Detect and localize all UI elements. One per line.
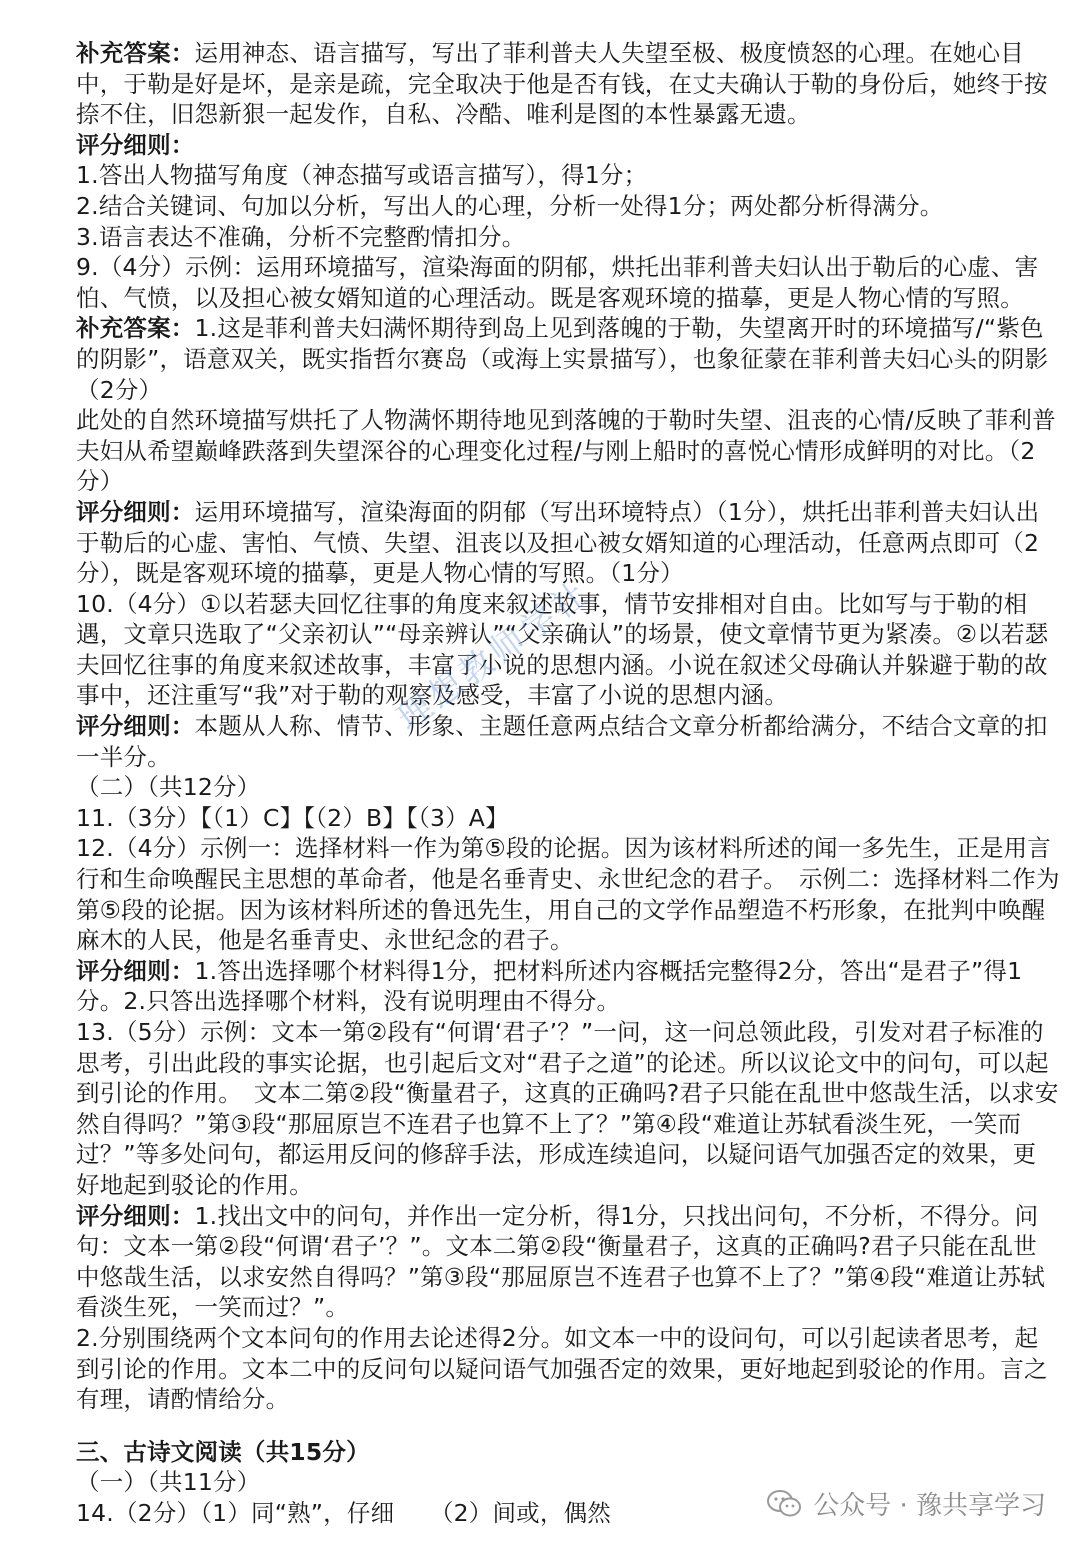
question-9: 9.（4分）示例：运用环境描写，渲染海面的阴郁，烘托出菲利普夫妇认出于勒后的心虚、害怕、气愤，以及担心被女婿知道的心理活动。既是客观环境的描摹，更是人物心情的写照。 [76,253,1039,312]
wechat-icon [767,1490,801,1518]
paragraph-18: 2.分别围绕两个文本问句的作用去论述得2分。如文本一中的设问句，可以引起读者思考，起到引论的作用。文本二中的反问句以疑问语气加强否定的效果，更好地起到驳论的作用。言之有理，请酌情给分。 [76,1323,1048,1414]
question-13: 13.（5分）示例：文本一第②段有“何谓‘君子’？”一问，这一问总领此段，引发对君子标准的思考，引出此段的事实论据，也引起后文对“君子之道”的论述。所以议论文中的问句，可以起到引论的作用。 文本二第②段“衡量君子，这真的正确吗?君子只能在乱世中悠哉生活，以求安然自得吗？”第③段“那屈原岂不连君子也算不上了？”第④段“难道让苏轼看淡生死，一笑而过？”等多处问句，都运用反问的修辞手法，形成连续追问，以疑问语气加强否定的效果，更好地起到驳论的作用。 [76,1018,1059,1199]
paragraph-1: 补充答案：运用神态、语言描写，写出了菲利普夫人失望至极、极度愤怒的心理。在她心目中，于勒是好是坏，是亲是疏，完全取决于他是否有钱，在丈夫确认于勒的身份后，她终于按捺不住，旧怨新狠一起发作，自私、冷酷、唯利是图的本性暴露无遗。 [76,39,1048,129]
question-12: 12.（4分）示例一：选择材料一作为第⑤段的论据。因为该材料所述的闻一多先生，正是用言行和生命唤醒民主思想的革命者，他是名垂青史、永世纪念的君子。 示例二：选择材料二作为第⑤段的论据。因为该材料所述的鲁迅先生，用自己的文学作品塑造不朽形象，在批判中唤醒麻木的人民，他是名垂青史、永世纪念的君子。 [76,834,1060,955]
paragraph-9: 评分细则：运用环境描写，渲染海面的阴郁（写出环境特点）（1分），烘托出菲利普夫妇认出于勒后的心虚、害怕、气愤、失望、沮丧以及担心被女婿知道的心理活动，任意两点即可（2分），既是客观环境的描摹，更是人物心情的写照。（1分） [76,497,1040,588]
question-10: 10.（4分）①以若瑟夫回忆往事的角度来叙述故事，情节安排相对自由。比如写与于勒的相遇，文章只选取了“父亲初认”“母亲辨认”“父亲确认”的场景，使文章情节更为紧凑。②以若瑟夫回忆往事的角度来叙述故事，丰富了小说的思想内涵。小说在叙述父母确认并躲避于勒的故事中，还注重写“我”对于勒的观察及感受，丰富了小说的思想内涵。 [76,589,1049,710]
document-body [76,38,1060,1529]
question-14: 14.（2分）（1）同“熟”，仔细 （2）间或，偶然 [76,1498,611,1527]
footer-brand [767,1485,1046,1522]
paragraph-3: 1.答出人物描写角度（神态描写或语言描写），得1分； [76,161,648,190]
section-two-heading: （二）（共12分） [76,773,261,802]
paragraph-17: 评分细则：1.找出文中的问句，并作出一定分析，得1分，只找出问句，不分析，不得分。问句：文本一第②段“何谓‘君子’？”。文本二第②段“衡量君子，这真的正确吗?君子只能在乱世中悠哉生活，以求安然自得吗？”第③段“那屈原岂不连君子也算不上了？”第④段“难道让苏轼看淡生死，一笑而过？”。 [76,1201,1045,1322]
section-three-heading: 三、古诗文阅读（共15分） [76,1437,370,1466]
paragraph-7: 补充答案：1.这是菲利普夫妇满怀期待到岛上见到落魄的于勒，失望离开时的环境描写/“紫色的阴影”，语意双关，既实指哲尔赛岛（或海上实景描写），也象征蒙在菲利普夫妇心头的阴影（2分） [76,314,1049,404]
footer-text: 公众号 · 豫共享学习 [813,1491,1046,1521]
section-three-sub: （一）（共11分） [76,1468,261,1497]
paragraph-8: 此处的自然环境描写烘托了人物满怀期待地见到落魄的于勒时失望、沮丧的心情/反映了菲利普夫妇从希望巅峰跌落到失望深谷的心理变化过程/与刚上船时的喜悦心情形成鲜明的对比。（2分） [76,406,1056,496]
paragraph-5: 3.语言表达不准确，分析不完整酌情扣分。 [76,222,526,251]
paragraph-15: 评分细则：1.答出选择哪个材料得1分，把材料所述内容概括完整得2分，答出“是君子”得1分。2.只答出选择哪个材料，没有说明理由不得分。 [76,956,1023,1016]
paragraph-11: 评分细则：本题从人称、情节、形象、主题任意两点结合文章分析都给满分，不结合文章的扣一半分。 [76,712,1048,771]
question-11: 11.（3分）【（1）C】【（2）B】【（3）A】 [76,803,509,832]
paragraph-2: 评分细则： [76,130,195,159]
watermark: 理想教师学社 [389,572,598,739]
paragraph-4: 2.结合关键词、句加以分析，写出人的心理，分析一处得1分；两处都分析得满分。 [76,191,944,220]
